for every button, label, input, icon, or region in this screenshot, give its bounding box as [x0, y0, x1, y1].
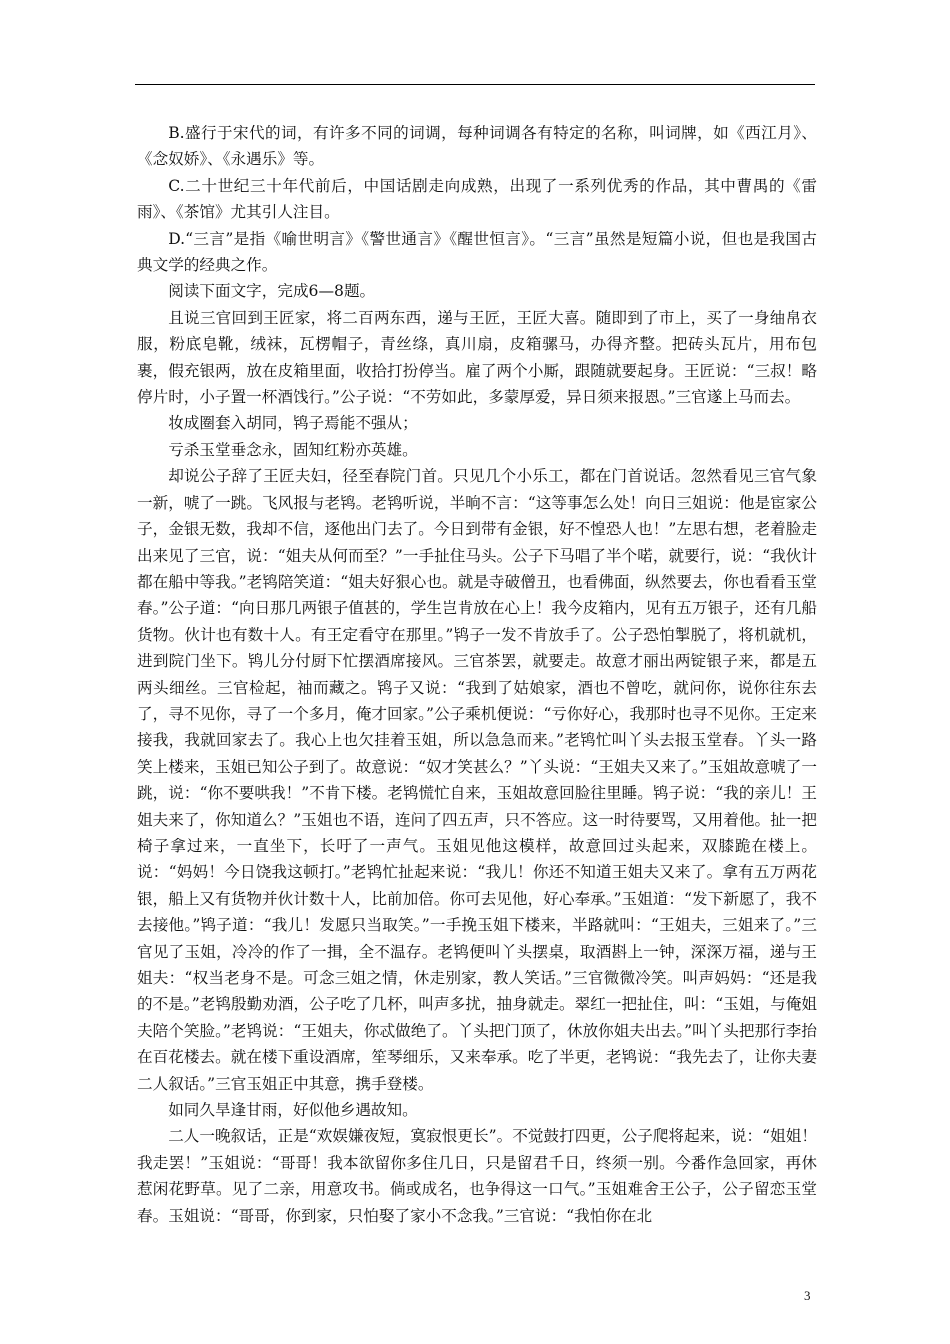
reading-instruction: 阅读下面文字，完成6—8题。: [168, 282, 376, 301]
paragraph-option-c: C.二十世纪三十年代前后，中国话剧走向成熟，出现了一系列优秀的作品，其中曹禺的《雷雨》、《茶馆》尤其引人注目。: [137, 176, 817, 222]
paragraph: 却说公子辞了王匠夫妇，径至春院门首。只见几个小乐工，都在门首说话。忽然看见三官气象一新，唬了一跳。飞风报与老鸨。老鸨听说，半晌不言：“这等事怎么处！向日三姐说：他是宦家公子，金银无数，我却不信，逐他出门去了。今日到带有金银，好不惶恐人也！”左思右想，老着脸走出来见了三官，说：“姐夫从何而至？”一手扯住马头。公子下马唱了半个喏，就要行，说：“我伙计都在船中等我。”老鸨陪笑道：“姐夫好狠心也。就是寺破僧丑，也看佛面，纵然要去，你也看看玉堂春。”公子道：“向日那几两银子值甚的，学生岂肯放在心上！我今皮箱内，见有五万银子，还有几船货物。伙计也有数十人。有王定看守在那里。”鸨子一发不肯放手了。公子恐怕掣脱了，将机就机，进到院门坐下。鸨儿分付厨下忙摆酒席接风。三官茶罢，就要走。故意才丽出两锭银子来，都是五两头细丝。三官检起，袖而藏之。鸨子又说：“我到了姑娘家，酒也不曾吃，就问你，说你往东去了，寻不见你，寻了一个多月，俺才回家。”公子乘机便说：“亏你好心，我那时也寻不见你。王定来接我，我就回家去了。我心上也欠挂着玉姐，所以急急而来。”老鸨忙叫丫头去报玉堂春。丫头一路笑上楼来，玉姐已知公子到了。故意说：“奴才笑甚么？”丫头说：“王姐夫又来了。”玉姐故意唬了一跳，说：“你不要哄我！”不肯下楼。老鸨慌忙自来，玉姐故意回脸往里睡。鸨子说：“我的亲儿！王姐夫来了，你知道么？”玉姐也不语，连问了四五声，只不答应。这一时待要骂，又用着他。扯一把椅子拿过来，一直坐下，长吁了一声气。玉姐见他这模样，故意回过头起来，双膝跪在楼上。说：“妈妈！今日饶我这顿打。”老鸨忙扯起来说：“我儿！你还不知道王姐夫又来了。拿有五万两花银，船上又有货物并伙计数十人，比前加倍。你可去见他，好心奉承。”玉姐道：“发下新愿了，我不去接他。”鸨子道：“我儿！发愿只当取笑。”一手挽玉姐下楼来，半路就叫：“王姐夫，三姐来了。”三官见了玉姐，冷冷的作了一揖，全不温存。老鸨便叫丫头摆桌，取酒斟上一钟，深深万福，递与王姐夫：“权当老身不是。可念三姐之情，休走别家，教人笑话。”三官微微冷笑。叫声妈妈：“还是我的不是。”老鸨殷勤劝酒，公子吃了几杯，叫声多扰，抽身就走。翠红一把扯住，叫：“玉姐，与俺姐夫陪个笑脸。”老鸨说：“王姐夫，你忒做绝了。丫头把门顶了，休放你姐夫出去。”叫丫头把那行李抬在百花楼去。就在楼下重设酒席，笙琴细乐，又来奉承。吃了半更，老鸨说：“我先去了，让你夫妻二人叙话。”三官玉姐正中其意，携手登楼。: [137, 467, 817, 1093]
paragraph-option-d: D.“三言”是指《喻世明言》《警世通言》《醒世恒言》。“三言”虽然是短篇小说，但也是我国古典文学的经典之作。: [137, 229, 817, 275]
page-number: 3: [804, 1288, 811, 1303]
header-rule: [135, 84, 815, 85]
body-text: [137, 120, 817, 1229]
paragraph: 且说三官回到王匠家，将二百两东西，递与王匠，王匠大喜。随即到了市上，买了一身䌷帛衣服，粉底皂靴，绒袜，瓦楞帽子，青丝绦，真川扇，皮箱骡马，办得齐整。把砖头瓦片，用布包裹，假充银两，放在皮箱里面，收拾打扮停当。雇了两个小厮，跟随就要起身。王匠说：“三叔！略停片时，小子置一杯酒饯行。”公子说：“不劳如此，多蒙厚爱，异日须来报恩。”三官遂上马而去。: [137, 308, 817, 407]
verse-line: 妆成圈套入胡同，鸨子焉能不强从；: [168, 414, 418, 433]
paragraph: 二人一晚叙话，正是“欢娱嫌夜短，寞寂恨更长”。不觉鼓打四更，公子爬将起来，说：“姐姐！我走罢！”玉姐说：“哥哥！我本欲留你多住几日，只是留君千日，终须一别。今番作急回家，再休惹闲花野草。见了二亲，用意攻书。倘或成名，也争得这一口气。”玉姐难舍王公子，公子留恋玉堂春。玉姐说：“哥哥，你到家，只怕娶了家小不念我。”三官说：“我怕你在北: [137, 1127, 817, 1225]
paragraph-option-b: B.盛行于宋代的词，有许多不同的词调，每种词调各有特定的名称，叫词牌，如《西江月》、《念奴娇》、《永遇乐》等。: [137, 124, 817, 169]
verse-line: 亏杀玉堂垂念永，固知红粉亦英雄。: [168, 440, 418, 459]
verse-line: 如同久旱逢甘雨，好似他乡遇故知。: [168, 1101, 418, 1120]
